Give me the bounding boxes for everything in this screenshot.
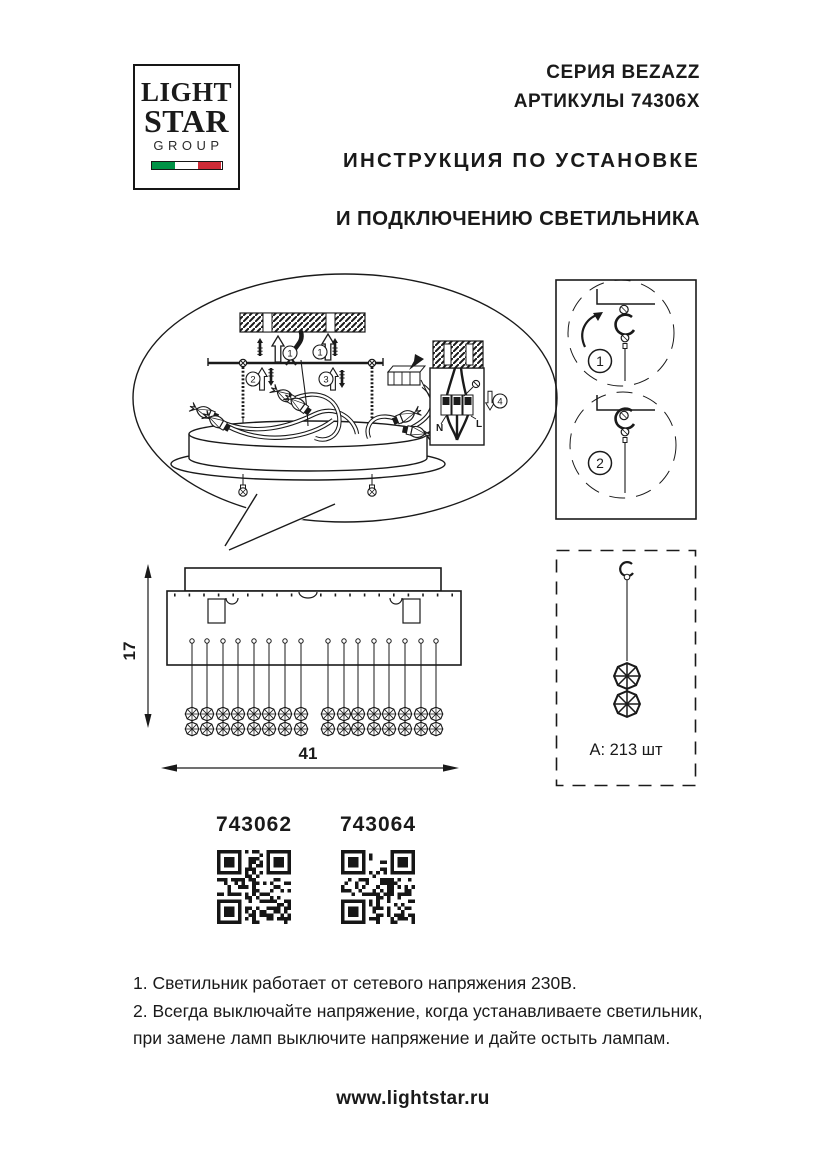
terminal-block-inset: [430, 341, 507, 445]
assembly-diagram: [105, 268, 565, 568]
strand-count-label: A: 213 шт: [589, 741, 663, 759]
instruction-title-line2: И ПОДКЛЮЧЕНИЮ СВЕТИЛЬНИКА: [335, 207, 700, 230]
flag-green-segment: [152, 162, 175, 169]
callout-3: 3: [323, 374, 329, 386]
crystal-strand-drawing: [614, 562, 640, 717]
note-line: при замене ламп выключите напряжение и дайте остыть лампам.: [133, 1028, 671, 1048]
terminal-l-label: L: [476, 419, 483, 430]
terminal-n-label: N: [436, 423, 444, 434]
step-1-drawing: [568, 280, 674, 386]
series-name: СЕРИЯ BEZAZZ: [546, 62, 700, 83]
dimension-width: [161, 744, 459, 772]
product-743064: [330, 813, 426, 929]
lightstar-logo: [133, 64, 240, 190]
callout-1b: 1: [317, 347, 323, 359]
italian-flag-stripe: [151, 161, 223, 170]
junction-box: [388, 354, 431, 400]
mounting-steps-panel: [555, 279, 697, 520]
logo-word-group: GROUP: [153, 138, 224, 153]
qr-code: [217, 850, 291, 924]
product-code-label: 743064: [339, 813, 417, 836]
logo-word-star: STAR: [144, 103, 229, 139]
callout-2: 2: [250, 374, 256, 386]
product-codes: [206, 813, 426, 929]
step-1-number: 1: [596, 353, 604, 369]
product-code-label: 743062: [215, 813, 293, 836]
qr-code: [341, 850, 415, 924]
fixture-body: [167, 568, 461, 665]
height-value: 17: [120, 641, 139, 661]
strand-detail-panel: [555, 549, 697, 787]
instruction-title-line1: ИНСТРУКЦИЯ ПО УСТАНОВКЕ: [343, 149, 700, 172]
website-url: www.lightstar.ru: [336, 1088, 490, 1109]
dimension-height: [120, 564, 152, 728]
product-743062: [206, 813, 302, 929]
callout-1a: 1: [287, 348, 293, 360]
width-value: 41: [298, 744, 318, 763]
ceiling-hatch: [240, 313, 365, 332]
logo-word-light: LIGHT: [140, 77, 233, 107]
article-numbers: АРТИКУЛЫ 74306X: [513, 91, 700, 112]
note-line: 2. Всегда выключайте напряжение, когда устанавливаете светильник,: [133, 1000, 703, 1021]
flag-red-segment: [198, 162, 221, 169]
flag-white-segment: [175, 162, 198, 169]
note-line: 1. Светильник работает от сетевого напряжения 230В.: [133, 973, 577, 993]
safety-notes: [133, 970, 703, 1053]
step-2-number: 2: [596, 455, 604, 471]
header: [336, 58, 700, 232]
step-2-drawing: [570, 392, 676, 498]
callout-4: 4: [497, 396, 503, 408]
fixture-dimensions-drawing: [118, 556, 468, 788]
